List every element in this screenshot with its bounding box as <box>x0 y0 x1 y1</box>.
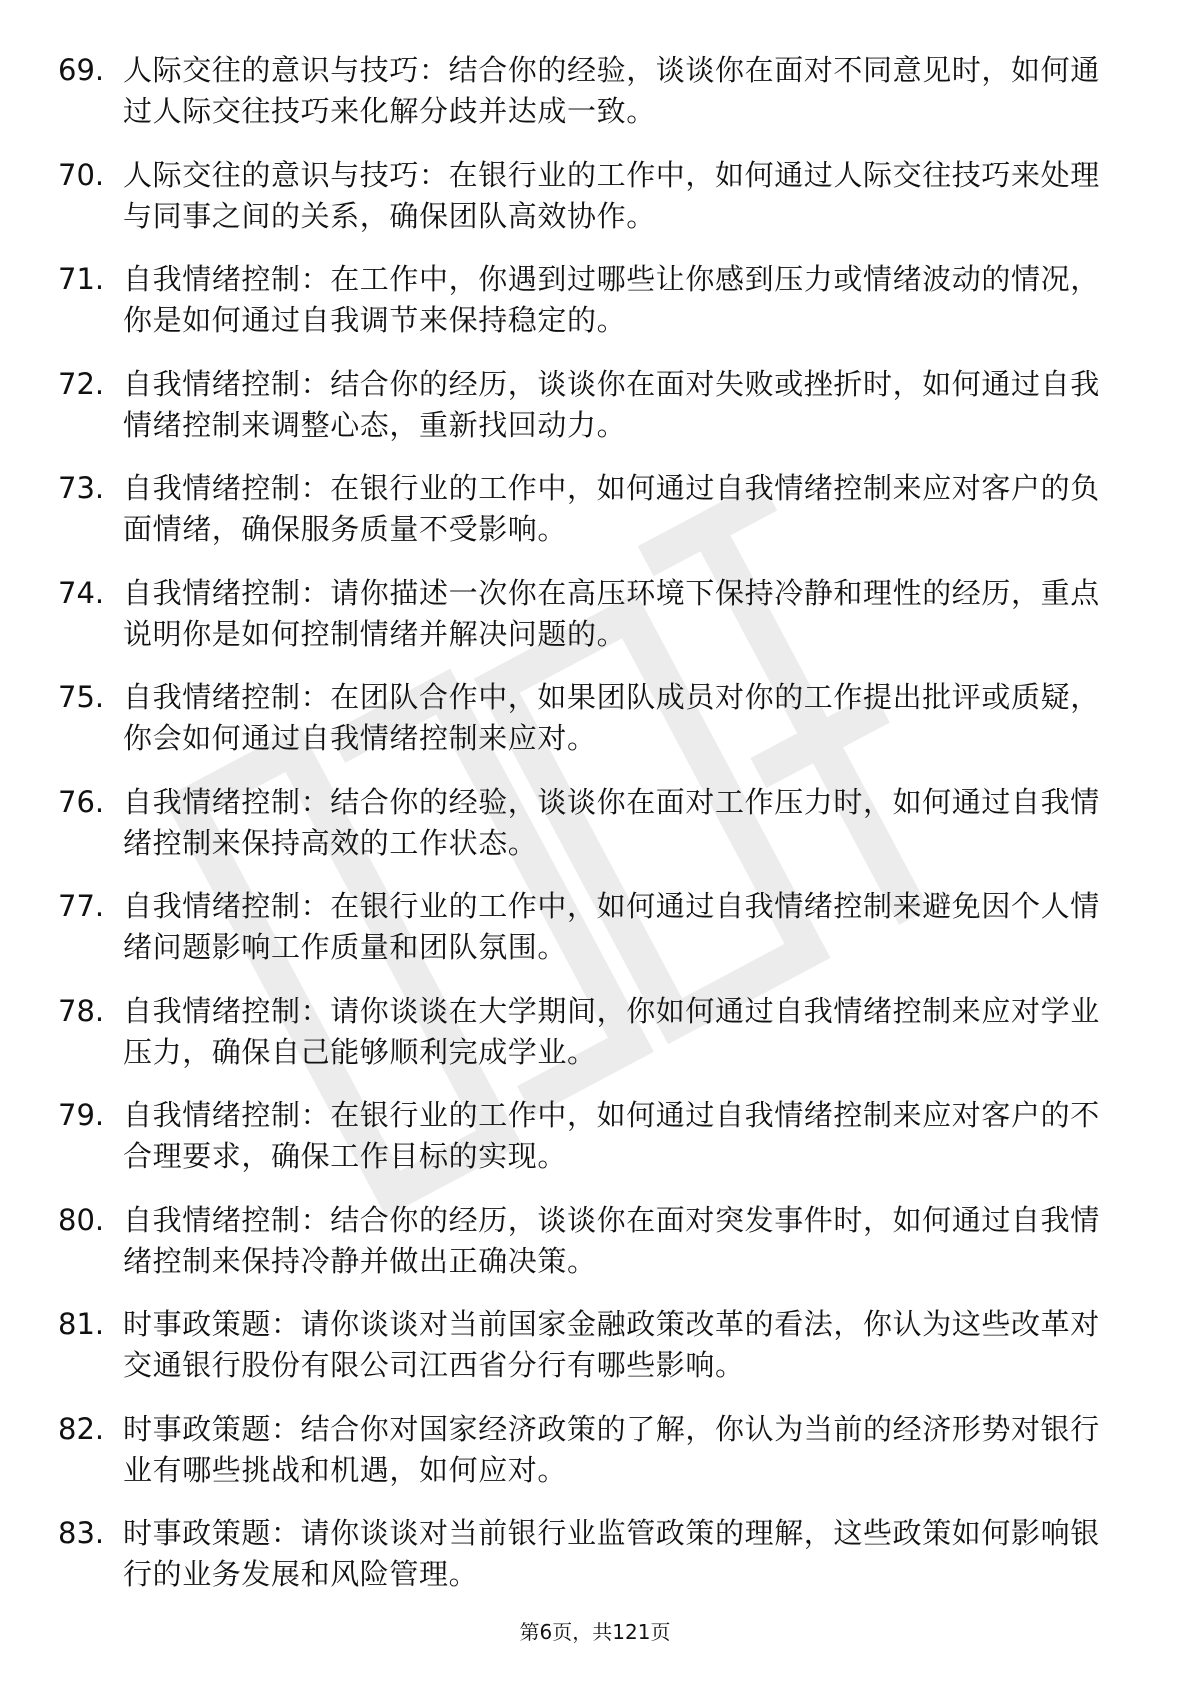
question-text: 人际交往的意识与技巧：在银行业的工作中，如何通过人际交往技巧来处理与同事之间的关系，确保团队高效协作。 <box>123 157 1100 233</box>
question-item <box>58 1095 1118 1200</box>
question-text: 自我情绪控制：在银行业的工作中，如何通过自我情绪控制来应对客户的不合理要求，确保工作目标的实现。 <box>123 1098 1100 1173</box>
question-text: 时事政策题：请你谈谈对当前国家金融政策改革的看法，你认为这些改革对交通银行股份有限公司江西省分行有哪些影响。 <box>123 1307 1100 1382</box>
question-list <box>58 50 1118 1618</box>
question-text: 时事政策题：结合你对国家经济政策的了解，你认为当前的经济形势对银行业有哪些挑战和机遇，如何应对。 <box>123 1411 1100 1487</box>
question-text: 自我情绪控制：请你描述一次你在高压环境下保持冷静和理性的经历，重点说明你是如何控制情绪并解决问题的。 <box>123 575 1100 651</box>
question-item <box>58 573 1118 678</box>
question-item <box>58 50 1118 155</box>
question-number: 70. <box>58 157 105 192</box>
page-number-label: 第6页，共121页 <box>519 1620 671 1644</box>
question-number: 74. <box>58 575 105 610</box>
question-number: 73. <box>58 471 105 505</box>
question-number: 79. <box>58 1098 105 1132</box>
page-footer <box>0 1618 1190 1646</box>
question-number: 69. <box>58 53 105 87</box>
question-text: 自我情绪控制：在银行业的工作中，如何通过自我情绪控制来应对客户的负面情绪，确保服务质量不受影响。 <box>123 471 1100 546</box>
question-item <box>58 1304 1118 1409</box>
question-number: 80. <box>58 1202 105 1237</box>
question-text: 自我情绪控制：在银行业的工作中，如何通过自我情绪控制来避免因个人情绪问题影响工作质量和团队氛围。 <box>123 889 1100 964</box>
question-text: 人际交往的意识与技巧：结合你的经验，谈谈你在面对不同意见时，如何通过人际交往技巧来化解分歧并达成一致。 <box>123 53 1100 128</box>
question-number: 71. <box>58 262 105 296</box>
question-text: 自我情绪控制：结合你的经历，谈谈你在面对突发事件时，如何通过自我情绪控制来保持冷静并做出正确决策。 <box>123 1202 1100 1278</box>
question-item <box>58 155 1118 260</box>
question-number: 83. <box>58 1516 105 1550</box>
question-item <box>58 782 1118 887</box>
question-text: 自我情绪控制：请你谈谈在大学期间，你如何通过自我情绪控制来应对学业压力，确保自己能够顺利完成学业。 <box>123 993 1100 1069</box>
question-item <box>58 991 1118 1096</box>
question-item <box>58 1513 1118 1618</box>
question-number: 77. <box>58 889 105 923</box>
question-item <box>58 677 1118 782</box>
question-number: 81. <box>58 1307 105 1341</box>
question-text: 时事政策题：请你谈谈对当前银行业监管政策的理解，这些政策如何影响银行的业务发展和风险管理。 <box>123 1516 1100 1591</box>
question-text: 自我情绪控制：在团队合作中，如果团队成员对你的工作提出批评或质疑，你会如何通过自我情绪控制来应对。 <box>123 680 1100 755</box>
question-number: 72. <box>58 366 105 401</box>
question-item <box>58 1409 1118 1514</box>
question-item <box>58 259 1118 364</box>
question-item <box>58 886 1118 991</box>
question-item <box>58 468 1118 573</box>
question-text: 自我情绪控制：结合你的经验，谈谈你在面对工作压力时，如何通过自我情绪控制来保持高效的工作状态。 <box>123 784 1100 860</box>
question-number: 78. <box>58 993 105 1028</box>
question-item <box>58 364 1118 469</box>
question-item <box>58 1200 1118 1305</box>
question-number: 82. <box>58 1411 105 1446</box>
question-text: 自我情绪控制：在工作中，你遇到过哪些让你感到压力或情绪波动的情况，你是如何通过自我调节来保持稳定的。 <box>123 262 1100 337</box>
question-number: 76. <box>58 784 105 819</box>
question-number: 75. <box>58 680 105 714</box>
question-text: 自我情绪控制：结合你的经历，谈谈你在面对失败或挫折时，如何通过自我情绪控制来调整心态，重新找回动力。 <box>123 366 1100 442</box>
